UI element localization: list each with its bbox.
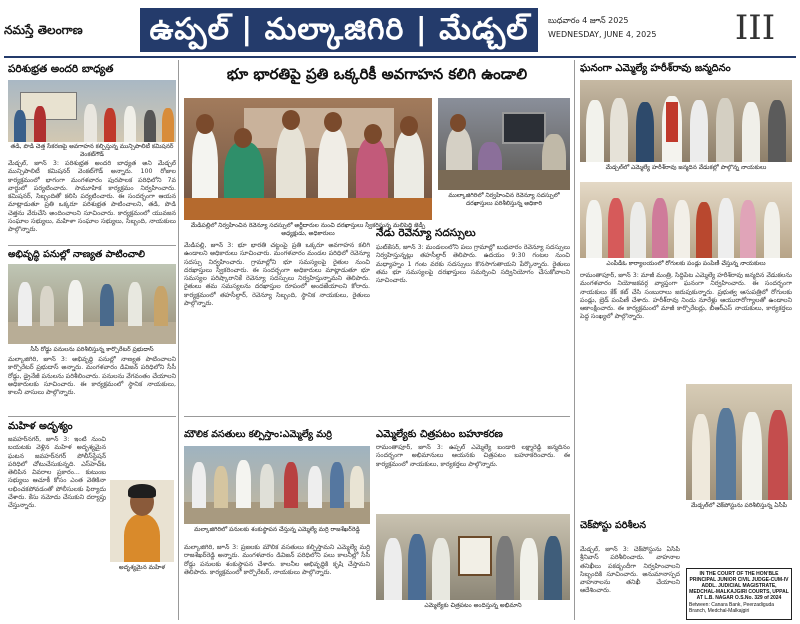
date-telugu: బుధవారం 4 జూన్ 2025 [548,16,629,25]
caption-checkpost: మేడ్చల్‌లో చెక్‌పోస్టును పరిశీలిస్తున్న ఏసీపీ [690,502,788,509]
date-block [548,14,678,42]
computer-shape [502,112,546,144]
body-portrait-gift: రామంతాపూర్, జూన్ 3: ఉప్పల్ ఎమ్మెల్యే బండారి లక్ష్మారెడ్డి జన్మదినం సందర్భంగా అభిమానులు ఆయనకు చిత్రపటం బహూకరించారు. ఈ కార్యక్రమంలో నాయకులు, కార్యకర్తలు పాల్గొన్నారు. [376,444,570,468]
court-notice-between: Between: Canara Bank, Peerzadiguda Branch, Medchal-Malkajgiri [689,602,775,614]
caption-portrait-gift: ఎమ్మెల్యేకు చిత్రపటం అందిస్తున్న అభిమాని [424,602,522,609]
caption-quality-works: సీసీ రోడ్డు పనులను పరిశీలిస్తున్న కార్పొరేటర్ ప్రభుదాస్ [30,346,154,353]
caption-missing-woman: అదృశ్యమైన మహిళ [118,564,166,571]
photo-cleanliness [8,80,176,142]
heading-revenue-sadassu: నేడు రెవెన్యూ సదస్సులు [376,227,476,239]
photo-birthday-celebration [580,80,792,162]
portrait-frame-shape [458,536,492,576]
heading-quality-works: అభివృద్ధి పనుల్లో నాణ్యత పాటించాలి [8,249,146,260]
column-divider [574,60,575,620]
page-title: ఉప్పల్ | మల్కాజిగిరి | మేడ్చల్ [140,8,538,52]
body-infrastructure: మల్కాజిగిరి, జూన్ 3: ప్రజలకు మౌలిక వసతులు కల్పిస్తామని ఎమ్మెల్యే మర్రి రాజశేఖర్‌రెడ్డి అన్నారు. మంగళవారం డివిజన్ పరిధిలోని పలు కాలనీల్లో సీసీ రోడ్డు పనులకు శంకుస్థాపన చేశారు. కాలనీల అభివృద్ధికి కృషి చేస్తామని తెలిపారు. కార్యక్రమంలో కార్పొరేటర్, నాయకులు పాల్గొన్నారు. [184,544,370,576]
photo-checkpost-group [686,384,792,500]
caption-birthday-celebration: మేడ్చల్‌లో ఎమ్మెల్యే హరీశ్‌రావు జన్మదిన వేడుకల్లో పాల్గొన్న నాయకులు [605,164,767,171]
garland-shape [666,102,678,142]
heading-cleanliness: పరిశుభ్రత అందరి బాధ్యత [8,63,114,75]
body-checkpost: మేడ్చల్, జూన్ 3: చెక్‌పోస్టును ఏసీపీ శ్రీనివాస్ పరిశీలించారు. వాహనాల తనిఖీలు పకడ్బందీగా నిర్వహించాలని సిబ్బందికి సూచించారు. అనుమానాస్పద వాహనాలను తనిఖీ చేయాలని ఆదేశించారు. [580,546,680,595]
date-english: WEDNESDAY, JUNE 4, 2025 [548,30,657,39]
body-bhu-bharati: మేడిపల్లి, జూన్ 3: భూ భారతి చట్టంపై ప్రతి ఒక్కరూ అవగాహన కలిగి ఉండాలని అధికారులు సూచించారు. మంగళవారం మండల పరిధిలో రెవెన్యూ సదస్సు నిర్వహించారు. గ్రామాల్లోని భూ సమస్యలపై రైతుల నుంచి దరఖాస్తులు స్వీకరించారు. ఈ సందర్భంగా అధికారులు మాట్లాడుతూ భూ సమస్యల పరిష్కారానికే రెవెన్యూ సదస్సులు నిర్వహిస్తున్నామని తెలిపారు. రైతులు తమ సమస్యలను దరఖాస్తుల రూపంలో అందజేయాలని కోరారు. కార్యక్రమంలో తహసీల్దార్, రెవెన్యూ సిబ్బంది, స్థానిక నాయకులు, రైతులు పాల్గొన్నారు. [184,242,370,308]
photo-quality-works [8,264,176,344]
column-divider [178,60,179,620]
body-revenue-sadassu: ఘట్‌కేసర్, జూన్ 3: మండలంలోని పలు గ్రామాల్లో బుధవారం రెవెన్యూ సదస్సులు నిర్వహిస్తున్నట్లు తహసీల్దార్ తెలిపారు. ఉదయం 9:30 గంటల నుంచి మధ్యాహ్నం 1 గంట వరకు సదస్సులు కొనసాగుతాయని పేర్కొన్నారు. రైతులు తమ భూ సమస్యలపై దరఖాస్తులు సమర్పించి సద్వినియోగం చేసుకోవాలని సూచించారు. [376,244,570,285]
page-number: III [734,8,776,48]
table-shape [184,198,432,220]
court-notice-text: IN THE COURT OF THE HON'BLE PRINCIPAL JUNIOR CIVIL JUDGE-CUM-IV ADDL. JUDICIAL MAGISTRATE, MEDCHAL-MALKAJGIRI COURTS, UPPAL AT L.B. NAGAR O.S.No. 329 of 2024 [689,571,789,601]
divider [8,416,176,417]
body-quality-works: మల్కాజిగిరి, జూన్ 3: అభివృద్ధి పనుల్లో నాణ్యత పాటించాలని కార్పొరేటర్ ప్రభుదాస్ అన్నారు. మంగళవారం డివిజన్ పరిధిలోని సీసీ రోడ్డు, డ్రైనేజీ పనులను పరిశీలించారు. పనులను వేగవంతం చేయాలని అధికారులకు సూచించారు. ఈ కార్యక్రమంలో స్థానిక నాయకులు, కాలనీ వాసులు పాల్గొన్నారు. [8,356,176,397]
newspaper-name: నమస్తే తెలంగాణ [4,23,83,37]
caption-cleanliness: తడి, పొడి చెత్త సేకరణపై అవగాహన కల్పిస్తున్న మున్సిపాలిటీ కమిషనర్ వెంకట్‌గౌడ్ [10,143,174,158]
body-harishrao-birthday: రామంతాపూర్, జూన్ 3: మాజీ మంత్రి, సిద్దిపేట ఎమ్మెల్యే హరీశ్‌రావు జన్మదిన వేడుకలను మంగళవారం నియోజకవర్గ వ్యాప్తంగా ఘనంగా నిర్వహించారు. ఈ సందర్భంగా నాయకులు కేక్ కట్ చేసి సంబురాలు జరుపుకున్నారు. ప్రభుత్వ ఆసుపత్రిలో రోగులకు పండ్లు, బ్రెడ్ పంపిణీ చేశారు. హరీశ్‌రావు నిండు నూరేళ్లు ఆయురారోగ్యాలతో ఉండాలని ఆకాంక్షించారు. ఈ కార్యక్రమంలో మాజీ కార్పొరేటర్లు, బీఆర్‌ఎస్ నాయకులు, కార్యకర్తలు పెద్ద సంఖ్యలో పాల్గొన్నారు. [580,272,792,321]
road-shape [8,322,176,344]
photo-infrastructure [184,446,370,524]
body-missing-woman: జవహర్‌నగర్, జూన్ 3: ఇంటి నుంచి బయటకు వెళ్లిన మహిళ అదృశ్యమైన ఘటన జవహర్‌నగర్ పోలీస్‌స్టేషన్ పరిధిలో చోటుచేసుకున్నది. ఎస్‌హెచ్‌ఓ తెలిపిన వివరాల ప్రకారం... కుటుంబ సభ్యులు ఆచూకీ కోసం ఎంత వెతికినా లభించకపోవడంతో పోలీసులకు ఫిర్యాదు చేశారు. కేసు నమోదు చేసుకుని దర్యాప్తు చేస్తున్నారు. [8,436,106,510]
photo-portrait-gift [376,514,570,600]
desk-shape [438,170,570,190]
masthead-rule [4,56,796,58]
court-notice [686,568,792,620]
divider [8,245,176,246]
heading-missing-woman: మహిళ అదృశ్యం [8,421,73,432]
caption-revenue-meeting: మేడిపల్లిలో నిర్వహించిన రెవెన్యూ సదస్సులో అర్జీదారుల నుంచి దరఖాస్తులు స్వీకరిస్తున్న మలిపెద్ది జెడ్పీ అధ్యక్షుడు, అధికారులు [190,222,426,237]
saree-shape [124,514,160,562]
body-cleanliness: మేడ్చల్, జూన్ 3: పరిశుభ్రత అందరి బాధ్యత అని మేడ్చల్ మున్సిపాలిటీ కమిషనర్ వెంకట్‌గౌడ్ అన్నారు. 100 రోజుల కార్యక్రమంలో భాగంగా మంగళవారం పురపాలక పరిధిలోని 7వ వార్డులో పర్యటించారు. సామూహిక కార్యక్రమం నిర్వహించారు. కమిషనర్, సిబ్బందితో కలిసి పర్యటించారు. ఈ సందర్భంగా ఆయన మాట్లాడుతూ ప్రతి ఒక్కరూ పరిశుభ్రత పాటించాలని, తడి, పొడి చెత్తను వేరుచేసి అందించాలని సూచించారు. కార్యక్రమంలో యువజన సంఘాల సభ్యులు, మహిళా సంఘాల సభ్యులు, సిబ్బంది, నాయకులు పాల్గొన్నారు. [8,160,176,234]
banner-shape [20,92,77,120]
hair-shape [128,484,156,498]
heading-infrastructure: మౌలిక వసతులు కల్పిస్తాం:ఎమ్మెల్యే మర్రి [184,429,332,440]
caption-fruit-distribution: ఎంపీడీఓ కార్యాలయంలో రోగులకు పండ్లు పంపిణీ చేస్తున్న నాయకులు [606,260,766,267]
heading-bhu-bharati: భూ భారతిపై ప్రతి ఒక్కరికీ అవగాహన కలిగి ఉండాలి [226,65,528,83]
photo-revenue-office [438,98,570,190]
photo-missing-woman [110,480,174,562]
caption-infrastructure: మల్కాజిగిరిలో పనులకు శంకుస్థాపన చేస్తున్న ఎమ్మెల్యే మర్రి రాజశేఖర్‌రెడ్డి [194,526,360,533]
heading-checkpost: చెక్‌పోస్టు పరిశీలన [580,520,647,531]
photo-revenue-meeting [184,98,432,220]
photo-fruit-distribution [580,182,792,258]
divider [184,416,570,417]
heading-harishrao-birthday: ఘనంగా ఎమ్మెల్యే హరీశ్‌రావు జన్మదినం [580,63,731,74]
heading-portrait-gift: ఎమ్మెల్యేకు చిత్రపటం బహూకరణ [376,429,503,440]
caption-revenue-office: ముల్కాజిగిరిలో నిర్వహించిన రెవెన్యూ సదస్సులో దరఖాస్తులు పరిశీలిస్తున్న అధికారి [448,192,560,207]
